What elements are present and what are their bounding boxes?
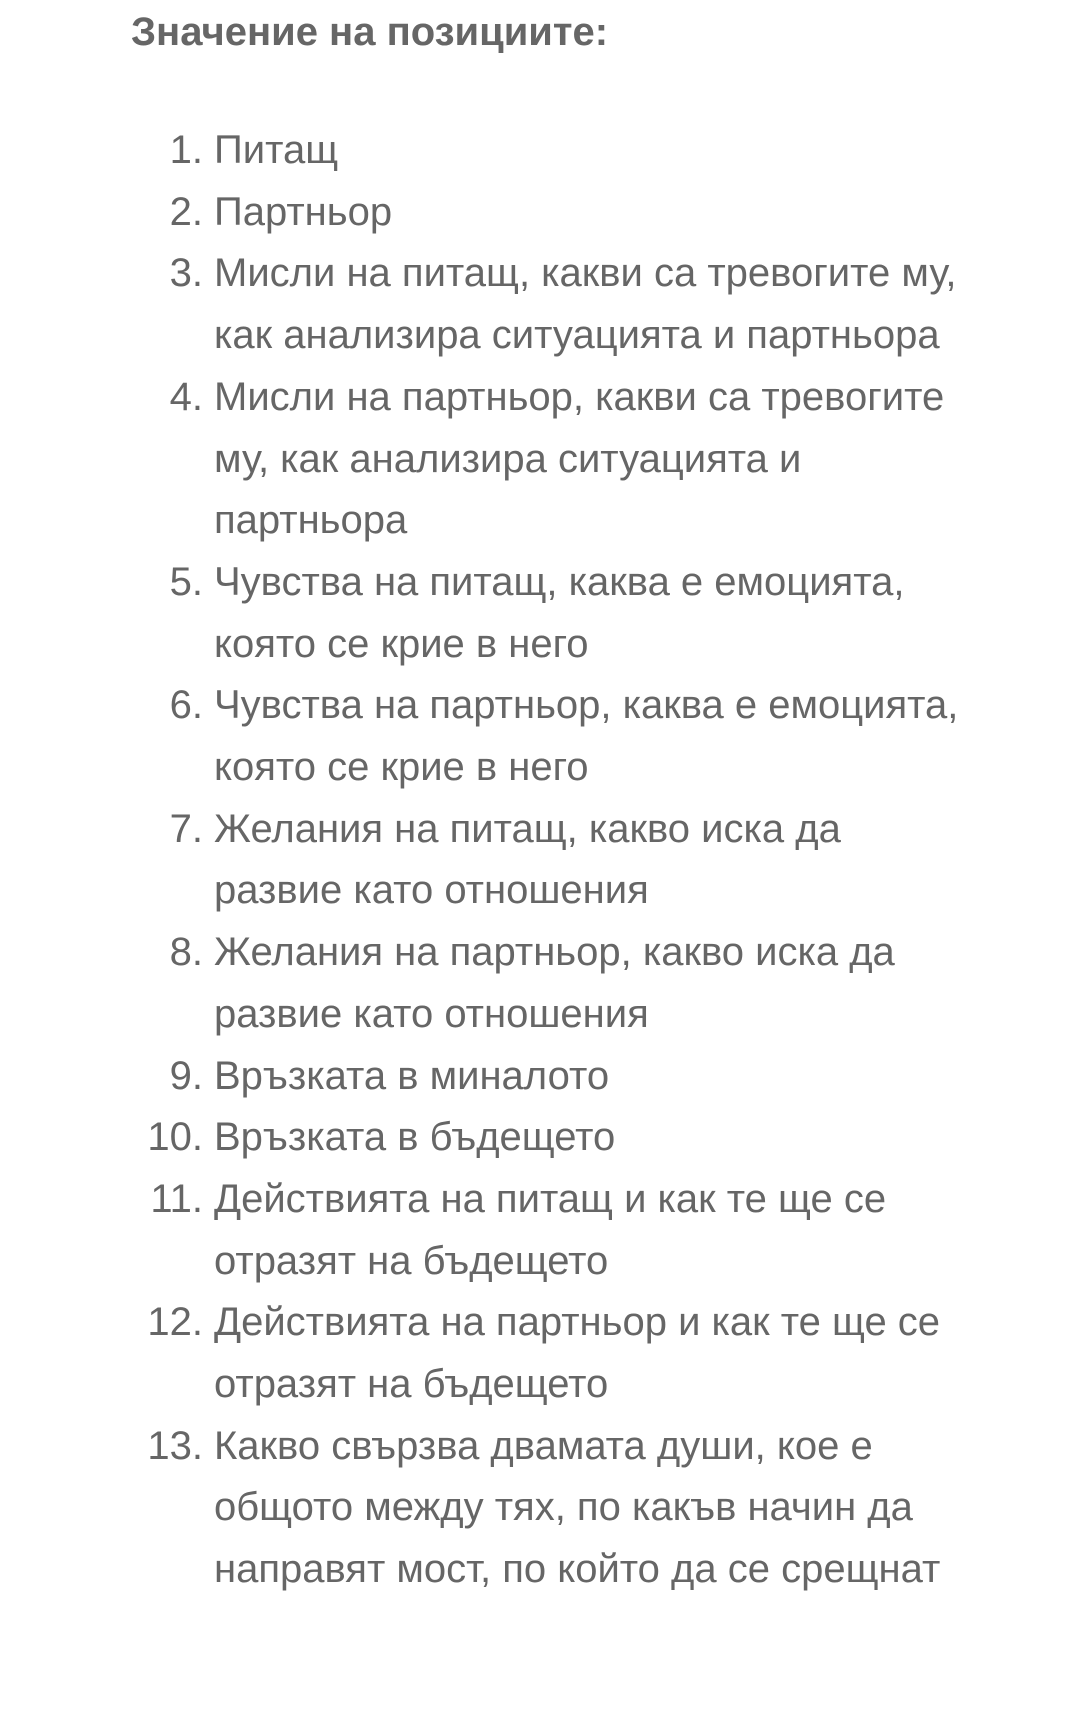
list-item	[0, 182, 1080, 244]
item-text: Действията на питащ и как те ще се отразят на бъдещето	[214, 1176, 887, 1283]
section-heading: Значение на позициите:	[131, 10, 609, 54]
item-number: 4.	[169, 374, 203, 419]
item-number: 3.	[169, 251, 203, 296]
item-number: 9.	[169, 1053, 203, 1098]
item-text: Желания на партньор, какво иска да развие като отношения	[214, 930, 895, 1036]
item-text: Връзката в миналото	[214, 1053, 610, 1098]
positions-list	[0, 120, 1080, 1601]
item-number: 6.	[169, 683, 203, 728]
item-number: 2.	[169, 189, 203, 234]
item-number: 10.	[147, 1115, 203, 1160]
list-item	[0, 922, 1080, 1045]
list-item	[0, 675, 1080, 798]
list-item	[0, 1169, 1080, 1292]
item-number: 1.	[169, 128, 203, 172]
item-text: Желания на питащ, какво иска да развие като отношения	[214, 806, 841, 913]
item-text: Питащ	[214, 128, 339, 172]
list-item	[0, 1046, 1080, 1108]
list-item	[0, 367, 1080, 552]
item-text: Какво свързва двамата души, кое е общото между тях, по какъв начин да направят мост, по който да се срещнат	[214, 1423, 941, 1592]
item-text: Чувства на партньор, каква е емоцията, която се крие в него	[214, 683, 959, 790]
list-item	[0, 799, 1080, 922]
list-item	[0, 552, 1080, 675]
item-number: 7.	[169, 806, 203, 851]
list-item	[0, 1292, 1080, 1415]
item-number: 8.	[169, 930, 203, 975]
item-text: Мисли на питащ, какви са тревогите му, как анализира ситуацията и партньора	[214, 251, 957, 358]
item-text: Връзката в бъдещето	[214, 1115, 616, 1160]
list-item	[0, 120, 1080, 182]
list-item	[0, 1416, 1080, 1601]
item-number: 12.	[147, 1300, 203, 1345]
list-item	[0, 243, 1080, 366]
item-number: 11.	[150, 1176, 203, 1221]
item-text: Мисли на партньор, какви са тревогите му, как анализира ситуацията и партньора	[214, 374, 945, 543]
item-text: Чувства на питащ, каква е емоцията, която се крие в него	[214, 559, 905, 666]
item-number: 5.	[169, 559, 203, 604]
list-item	[0, 1107, 1080, 1169]
item-number: 13.	[147, 1423, 203, 1468]
item-text: Партньор	[214, 189, 393, 234]
item-text: Действията на партньор и как те ще се отразят на бъдещето	[214, 1300, 941, 1407]
